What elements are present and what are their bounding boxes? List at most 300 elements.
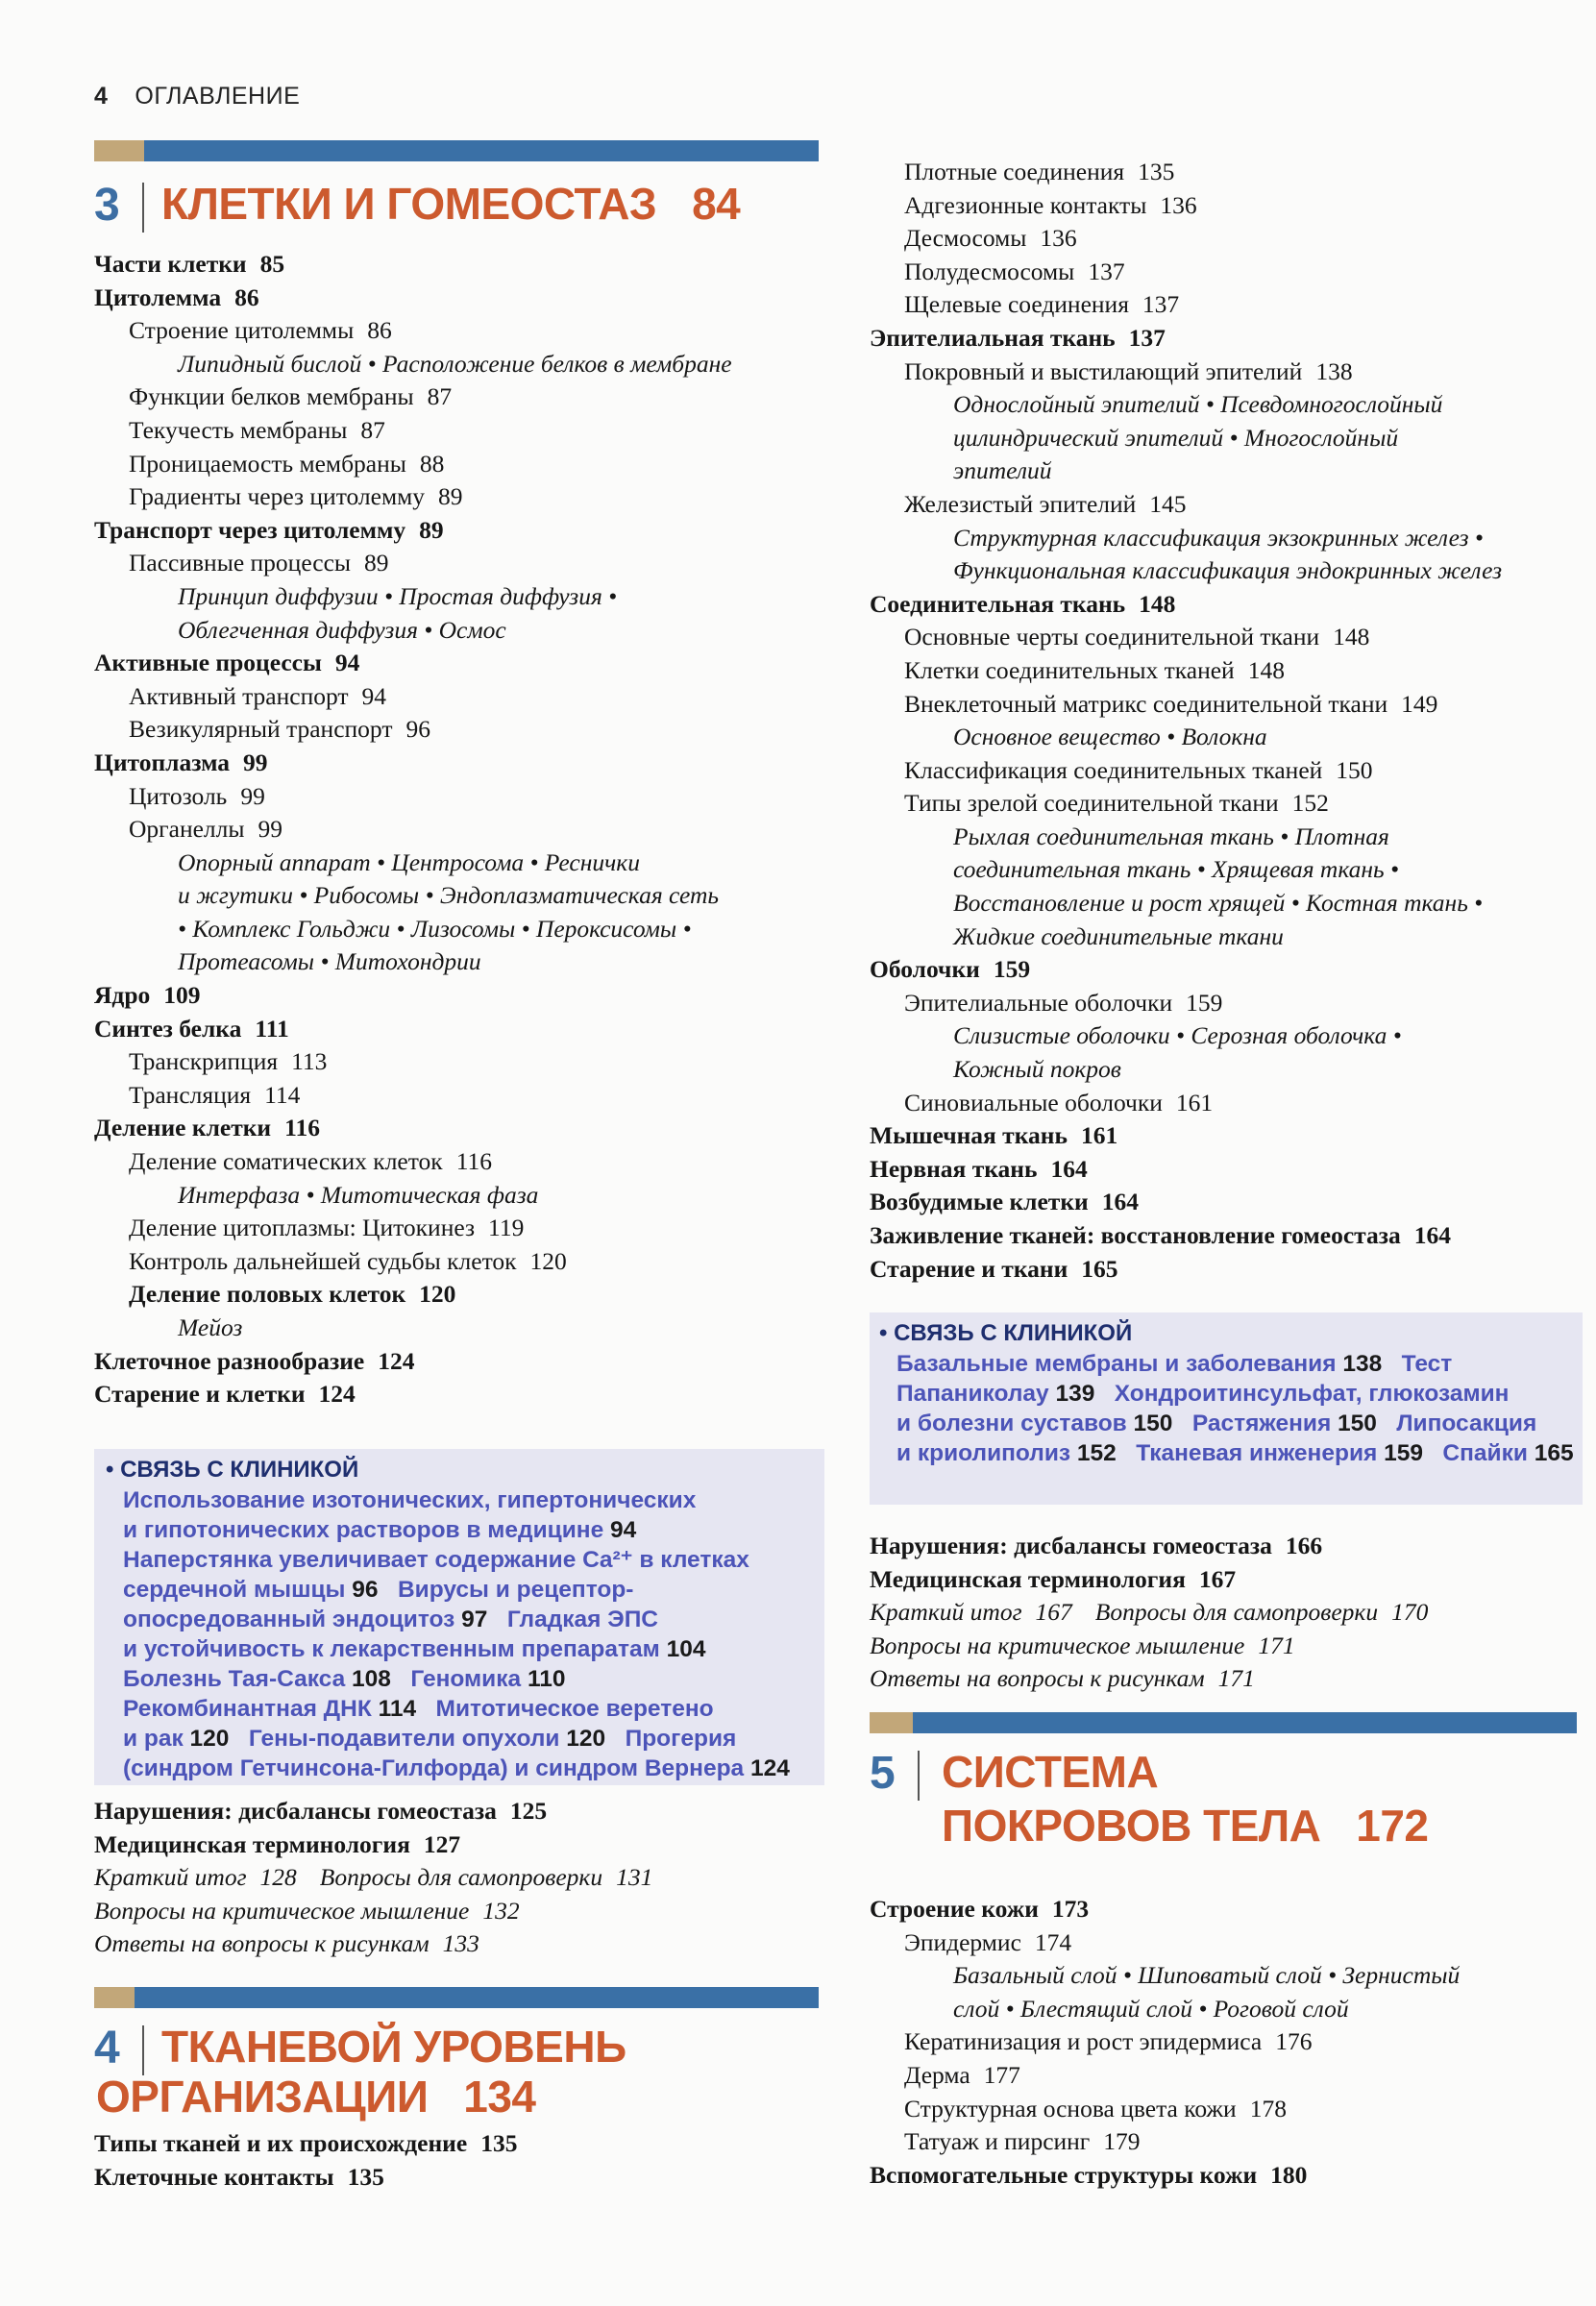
- toc-entry-page: 133: [442, 1929, 479, 1958]
- toc-entry-title: Старение и клетки: [94, 1380, 306, 1409]
- toc-entry: [870, 1926, 1581, 1960]
- clinic-heading: • СВЯЗЬ С КЛИНИКОЙ: [106, 1457, 359, 1483]
- toc-entry-title: Структурная основа цвета кожи: [904, 2094, 1237, 2122]
- clinic-line: [123, 1485, 813, 1515]
- toc-entry-page: 94: [361, 681, 387, 710]
- toc-entry: [94, 879, 844, 913]
- chapter-number: 5: [870, 1748, 896, 1799]
- toc-entry: [94, 846, 844, 880]
- toc-entry-page: 128: [259, 1863, 297, 1892]
- toc-entry-title: Синтез белка: [94, 1014, 242, 1043]
- clinic-topic: Гладкая ЭПС: [487, 1607, 658, 1632]
- clinic-topic: и гипотонических растворов в медицине: [123, 1517, 610, 1543]
- toc-entry-page: 138: [1315, 356, 1353, 385]
- toc-entry-page: 149: [1401, 689, 1438, 718]
- toc-entry-page: 148: [1247, 655, 1285, 684]
- toc-entry: [94, 1112, 844, 1145]
- toc-entry-page: 99: [258, 815, 282, 844]
- toc-entry-title: Десмосомы: [904, 224, 1027, 253]
- toc-entry-title: Деление клетки: [94, 1114, 272, 1142]
- clinic-page: 159: [1384, 1440, 1424, 1466]
- clinic-page: 150: [1338, 1411, 1377, 1436]
- toc-entry: [94, 1378, 844, 1411]
- clinic-page: 139: [1055, 1381, 1095, 1407]
- chapter-title-line2: ПОКРОВОВ ТЕЛА: [942, 1801, 1321, 1851]
- toc-entry-title: Татуаж и пирсинг: [904, 2127, 1091, 2156]
- toc-left-after: [94, 1795, 844, 1961]
- clinic-page: 138: [1342, 1351, 1383, 1377]
- clinic-topic: опосредованный эндоцитоз: [123, 1607, 462, 1632]
- toc-entry-title: Рыхлая соединительная ткань • Плотная: [953, 822, 1389, 850]
- toc-entry-page: 89: [419, 515, 444, 544]
- toc-entry-title: и жгутики • Рибосомы • Эндоплазматическая сеть: [178, 881, 720, 910]
- clinic-line: [123, 1575, 813, 1605]
- toc-entry-page: 159: [993, 955, 1031, 984]
- toc-entry: [870, 1087, 1581, 1120]
- toc-entry: [870, 1993, 1581, 2026]
- toc-entry-title: Пассивные процессы: [129, 549, 352, 577]
- toc-entry: [94, 248, 844, 282]
- toc-entry-title: Активные процессы: [94, 649, 322, 677]
- chapter-number: 3: [94, 180, 120, 231]
- toc-entry-title: Заживление тканей: восстановление гомеостаза: [870, 1221, 1401, 1249]
- toc-entry-title: слой • Блестящий слой • Роговой слой: [953, 1994, 1349, 2023]
- toc-entry-title: Контроль дальнейшей судьбы клеток: [129, 1246, 517, 1275]
- toc-entry-page: 152: [1291, 789, 1329, 818]
- toc-entry-page: 111: [255, 1014, 289, 1043]
- clinic-line: [123, 1605, 813, 1634]
- toc-entry-page: 99: [240, 781, 265, 810]
- toc-entry: [94, 1013, 844, 1046]
- toc-entry-title: Оболочки: [870, 955, 980, 984]
- clinic-topic: Папаниколау: [896, 1381, 1056, 1407]
- toc-entry-title: Интерфаза • Митотическая фаза: [178, 1180, 539, 1209]
- toc-entry-page: 178: [1249, 2094, 1287, 2122]
- toc-entry-page: 148: [1139, 589, 1176, 618]
- toc-entry-title: Соединительная ткань: [870, 589, 1126, 618]
- toc-left-column: [94, 248, 844, 1411]
- toc-entry-page: 127: [423, 1829, 461, 1858]
- toc-entry: [870, 189, 1581, 223]
- toc-entry-page: 96: [405, 715, 430, 744]
- toc-entry: [870, 1630, 1581, 1663]
- toc-entry-page: 116: [284, 1114, 320, 1142]
- toc-entry-page: 180: [1270, 2160, 1308, 2189]
- toc-entry-title: Функциональная классификация эндокринных желез: [953, 556, 1503, 585]
- toc-entry-page: 125: [509, 1797, 548, 1825]
- toc-entry: [94, 1045, 844, 1079]
- toc-entry-title: Вопросы для самопроверки: [319, 1863, 603, 1892]
- toc-entry-page: 87: [427, 382, 453, 411]
- toc-entry: [870, 2125, 1581, 2159]
- toc-right-column: [870, 156, 1581, 1286]
- toc-entry-title: Органеллы: [129, 815, 245, 844]
- clinic-topic: Использование изотонических, гипертонических: [123, 1487, 697, 1513]
- toc-entry: [870, 654, 1581, 688]
- toc-entry-page: 136: [1040, 224, 1077, 253]
- toc-entry: [870, 288, 1581, 322]
- toc-entry-page: 135: [480, 2129, 518, 2157]
- toc-entry: [94, 314, 844, 348]
- toc-entry: [94, 1079, 844, 1113]
- toc-entry-page: 89: [364, 549, 389, 577]
- toc-entry-title: Ядро: [94, 981, 151, 1010]
- toc-entry-title: Цитолемма: [94, 282, 222, 311]
- toc-entry-title: Трансляция: [129, 1080, 252, 1109]
- toc-right-after: [870, 1530, 1581, 1696]
- toc-entry: [94, 1278, 844, 1312]
- clinic-line: [123, 1694, 813, 1724]
- toc-entry: [94, 1861, 844, 1895]
- toc-entry-title: Адгезионные контакты: [904, 190, 1147, 219]
- toc-entry: [94, 414, 844, 448]
- clinic-topic: Геномика: [390, 1666, 528, 1692]
- toc-entry-title: Деление соматических клеток: [129, 1147, 443, 1176]
- toc-entry: [94, 1212, 844, 1245]
- toc-entry-title: Транскрипция: [129, 1047, 279, 1076]
- toc-entry: [94, 1795, 844, 1828]
- toc-entry: [94, 448, 844, 481]
- toc-entry: [94, 713, 844, 747]
- toc-entry-title: Полудесмосомы: [904, 257, 1075, 285]
- toc-entry-title: Части клетки: [94, 250, 247, 278]
- toc-entry: [870, 1563, 1581, 1597]
- toc-entry-page: 135: [1138, 158, 1175, 185]
- chapter-5-bar: [870, 1712, 1577, 1733]
- toc-entry-title: Строение цитолеммы: [129, 316, 355, 345]
- toc-entry-title: Медицинская терминология: [870, 1564, 1186, 1593]
- toc-entry-title: Эпидермис: [904, 1927, 1021, 1956]
- toc-entry-page: 136: [1160, 190, 1197, 219]
- toc-entry-title: Цитоплазма: [94, 748, 231, 776]
- toc-entry-page: 167: [1035, 1598, 1072, 1627]
- toc-entry: [870, 1119, 1581, 1153]
- toc-entry: [870, 920, 1581, 954]
- toc-entry-page: 113: [291, 1047, 328, 1076]
- toc-entry: [94, 514, 844, 548]
- chapter-title-line2: ОРГАНИЗАЦИИ: [96, 2072, 429, 2122]
- toc-entry-page: 119: [488, 1214, 525, 1242]
- toc-entry-page: 137: [1128, 323, 1166, 352]
- toc-entry: [870, 388, 1581, 422]
- toc-entry-title: Деление половых клеток: [129, 1280, 406, 1309]
- toc-entry-title: Структурная классификация экзокринных желез •: [953, 523, 1484, 552]
- clinic-page: 108: [352, 1666, 391, 1692]
- toc-entry-title: Липидный бислой • Расположение белков в мембране: [178, 349, 732, 378]
- toc-entry: [94, 945, 844, 979]
- toc-entry-title: Дерма: [904, 2060, 970, 2089]
- toc-entry-page: 150: [1336, 755, 1373, 784]
- toc-entry-page: 137: [1088, 257, 1125, 285]
- toc-entry-page: 135: [347, 2162, 384, 2191]
- clinic-page: 110: [527, 1666, 566, 1692]
- clinic-topic: и рак: [123, 1726, 190, 1752]
- toc-entry: [870, 1053, 1581, 1087]
- toc-entry: [870, 454, 1581, 488]
- toc-entry-title: Клеточное разнообразие: [94, 1346, 365, 1375]
- toc-entry: [94, 780, 844, 814]
- toc-entry: [94, 1927, 844, 1961]
- toc-entry-page: 145: [1149, 489, 1187, 518]
- toc-entry-page: 166: [1285, 1532, 1323, 1559]
- toc-entry-title: Принцип диффузии • Простая диффузия •: [178, 581, 618, 610]
- toc-entry-page: 176: [1275, 2027, 1313, 2056]
- toc-entry-page: 131: [616, 1863, 653, 1892]
- clinic-line: [123, 1515, 813, 1545]
- toc-entry-page: 116: [455, 1147, 492, 1176]
- toc-entry-title: цилиндрический эпителий • Многослойный: [953, 423, 1399, 452]
- toc-entry: [94, 547, 844, 580]
- toc-entry-title: Нервная ткань: [870, 1154, 1038, 1183]
- chapter-3-bar: [94, 140, 819, 161]
- toc-entry-title: Железистый эпителий: [904, 489, 1137, 518]
- toc-entry-title: Клетки соединительных тканей: [904, 655, 1235, 684]
- toc-entry-page: 120: [529, 1246, 567, 1275]
- toc-entry-title: Мейоз: [178, 1313, 243, 1341]
- toc-entry: [870, 621, 1581, 654]
- clinic-page: 152: [1076, 1440, 1117, 1466]
- toc-entry: [870, 554, 1581, 588]
- toc-entry: [870, 2093, 1581, 2126]
- toc-entry-page: 170: [1391, 1598, 1429, 1627]
- toc-entry: [94, 1312, 844, 1345]
- clinic-topic: Хондроитинсульфат, глюкозамин: [1094, 1381, 1510, 1407]
- toc-entry: [870, 156, 1581, 189]
- toc-entry-title: Нарушения: дисбалансы гомеостаза: [870, 1532, 1272, 1559]
- clinic-line: [123, 1634, 813, 1664]
- toc-entry-title: • Комплекс Гольджи • Лизосомы • Пероксисомы •: [178, 914, 692, 943]
- toc-entry-title: Цитозоль: [129, 781, 228, 810]
- toc-entry-page: 86: [367, 316, 392, 345]
- toc-entry-page: 89: [438, 482, 463, 511]
- toc-entry: [870, 1219, 1581, 1253]
- toc-entry: [870, 2159, 1581, 2193]
- toc-entry-page: 173: [1051, 1895, 1090, 1923]
- toc-entry-title: Проницаемость мембраны: [129, 449, 406, 478]
- toc-entry-title: Облегченная диффузия • Осмос: [178, 615, 506, 644]
- clinic-heading: • СВЯЗЬ С КЛИНИКОЙ: [879, 1320, 1133, 1346]
- toc-entry: [870, 1662, 1581, 1696]
- toc-entry: [94, 2127, 844, 2161]
- toc-entry-page: 159: [1186, 988, 1223, 1017]
- toc-entry-title: Плотные соединения: [904, 158, 1125, 185]
- clinic-line: [123, 1754, 813, 1783]
- clinic-topic: сердечной мышцы: [123, 1577, 353, 1603]
- toc-entry: [94, 480, 844, 514]
- toc-entry-page: 171: [1217, 1664, 1255, 1693]
- toc-entry-title: Клеточные контакты: [94, 2162, 334, 2191]
- clinic-page: 97: [461, 1607, 488, 1632]
- clinic-line: [896, 1438, 1573, 1468]
- toc-entry: [870, 853, 1581, 887]
- clinic-topic: Вирусы и рецептор-: [378, 1577, 634, 1603]
- toc-entry-page: 148: [1333, 623, 1370, 651]
- toc-entry-title: Типы зрелой соединительной ткани: [904, 789, 1279, 818]
- toc-entry: [94, 380, 844, 414]
- toc-entry-title: Типы тканей и их происхождение: [94, 2129, 468, 2157]
- toc-entry-page: 132: [482, 1896, 520, 1925]
- toc-entry-title: Основное вещество • Волокна: [953, 723, 1267, 751]
- toc-right-ch5: [870, 1893, 1581, 2192]
- toc-entry-page: 124: [378, 1346, 415, 1375]
- clinic-line: [123, 1664, 813, 1694]
- page-number: 4: [94, 83, 109, 110]
- toc-entry-title: Внеклеточный матрикс соединительной ткани: [904, 689, 1388, 718]
- toc-entry-title: Транспорт через цитолемму: [94, 515, 406, 544]
- toc-entry: [870, 1596, 1581, 1630]
- toc-entry-title: Возбудимые клетки: [870, 1188, 1089, 1216]
- toc-entry: [870, 1530, 1581, 1563]
- toc-entry: [870, 488, 1581, 522]
- clinic-topic: Растяжения: [1172, 1411, 1338, 1436]
- toc-entry-page: 164: [1050, 1154, 1088, 1183]
- toc-entry: [94, 614, 844, 648]
- clinic-line: [123, 1545, 813, 1575]
- chapter-page: 84: [692, 179, 741, 229]
- toc-entry: [870, 356, 1581, 389]
- toc-entry-page: 86: [234, 282, 259, 311]
- clinic-line: [896, 1409, 1573, 1438]
- clinic-topic: Прогерия: [605, 1726, 737, 1752]
- toc-entry-title: Восстановление и рост хрящей • Костная ткань •: [953, 889, 1484, 918]
- toc-entry: [870, 721, 1581, 754]
- toc-entry-page: 171: [1258, 1631, 1295, 1659]
- toc-entry: [94, 1345, 844, 1379]
- toc-entry-title: Классификация соединительных тканей: [904, 755, 1323, 784]
- toc-entry: [870, 1959, 1581, 1993]
- toc-entry: [870, 1019, 1581, 1053]
- toc-entry: [94, 680, 844, 714]
- toc-entry: [870, 522, 1581, 555]
- toc-entry-page: 177: [983, 2060, 1020, 2089]
- clinic-box-ch4: [870, 1312, 1583, 1505]
- clinic-page: 165: [1534, 1440, 1574, 1466]
- toc-entry: [94, 2161, 844, 2195]
- clinic-topic: Спайки: [1423, 1440, 1535, 1466]
- toc-entry: [94, 348, 844, 381]
- toc-entry: [870, 222, 1581, 256]
- toc-entry-page: 174: [1034, 1927, 1072, 1956]
- toc-entry-page: 164: [1413, 1221, 1451, 1249]
- toc-entry-title: Кожный покров: [953, 1055, 1121, 1084]
- toc-entry-title: Градиенты через цитолемму: [129, 482, 425, 511]
- toc-entry-title: Эпителиальные оболочки: [904, 988, 1173, 1017]
- toc-entry-page: 164: [1101, 1188, 1139, 1216]
- toc-entry: [870, 422, 1581, 455]
- toc-entry-page: 120: [419, 1280, 456, 1309]
- running-title: ОГЛАВЛЕНИЕ: [135, 83, 301, 110]
- toc-entry-title: Опорный аппарат • Центросома • Реснички: [178, 847, 640, 876]
- clinic-page: 96: [352, 1577, 379, 1603]
- toc-entry: [870, 1153, 1581, 1187]
- toc-entry-title: эпителий: [953, 456, 1052, 485]
- toc-entry-title: Эпителиальная ткань: [870, 323, 1116, 352]
- toc-entry: [870, 1253, 1581, 1287]
- toc-entry-title: Медицинская терминология: [94, 1829, 410, 1858]
- toc-entry-title: Старение и ткани: [870, 1254, 1068, 1283]
- toc-entry: [94, 580, 844, 614]
- clinic-line: [123, 1724, 813, 1754]
- toc-entry-title: Вопросы на критическое мышление: [94, 1896, 470, 1925]
- running-header: [94, 83, 300, 110]
- clinic-box-ch3: [94, 1449, 824, 1785]
- toc-entry-page: 85: [259, 250, 285, 278]
- toc-entry-title: Кератинизация и рост эпидермиса: [904, 2027, 1263, 2056]
- toc-entry-title: Активный транспорт: [129, 681, 349, 710]
- toc-entry-page: 161: [1080, 1121, 1118, 1150]
- clinic-page: 120: [566, 1726, 606, 1752]
- toc-entry-title: Деление цитоплазмы: Цитокинез: [129, 1214, 476, 1242]
- toc-entry: [870, 754, 1581, 788]
- toc-entry-page: 165: [1081, 1254, 1118, 1283]
- toc-entry-title: Однослойный эпителий • Псевдомногослойный: [953, 390, 1443, 419]
- toc-entry-page: 94: [334, 649, 360, 677]
- toc-entry-page: 109: [163, 981, 201, 1010]
- clinic-topic: Рекомбинантная ДНК: [123, 1696, 379, 1722]
- toc-entry: [870, 787, 1581, 821]
- clinic-topic: Тканевая инженерия: [1116, 1440, 1385, 1466]
- toc-entry-page: 167: [1198, 1564, 1237, 1593]
- toc-entry: [870, 987, 1581, 1020]
- toc-entry-title: Вопросы на критическое мышление: [870, 1631, 1245, 1659]
- chapter-title: КЛЕТКИ И ГОМЕОСТАЗ: [161, 179, 657, 229]
- toc-entry: [870, 1893, 1581, 1926]
- toc-entry: [870, 887, 1581, 920]
- toc-left-ch4: [94, 2127, 844, 2194]
- toc-entry: [94, 1828, 844, 1862]
- toc-entry-title: Везикулярный транспорт: [129, 715, 393, 744]
- toc-entry-title: Ответы на вопросы к рисункам: [94, 1929, 430, 1958]
- toc-entry-page: 87: [360, 415, 385, 444]
- toc-entry: [870, 2059, 1581, 2093]
- clinic-topic: Гены-подавители опухоли: [229, 1726, 567, 1752]
- chapter-page: 172: [1356, 1801, 1429, 1851]
- toc-entry-title: Протеасомы • Митохондрии: [178, 947, 481, 976]
- toc-entry: [870, 1186, 1581, 1219]
- toc-entry-title: Нарушения: дисбалансы гомеостаза: [94, 1797, 497, 1825]
- clinic-page: 150: [1133, 1411, 1173, 1436]
- chapter-title-line1: СИСТЕМА: [942, 1747, 1159, 1797]
- toc-entry-title: Функции белков мембраны: [129, 382, 414, 411]
- toc-entry-title: Синовиальные оболочки: [904, 1088, 1163, 1116]
- toc-entry-title: Вспомогательные структуры кожи: [870, 2160, 1258, 2189]
- clinic-page: 94: [610, 1517, 637, 1543]
- toc-entry: [870, 2025, 1581, 2059]
- toc-entry: [870, 953, 1581, 987]
- toc-entry-page: 137: [1142, 290, 1180, 319]
- chapter-4-bar: [94, 1987, 819, 2008]
- chapter-number: 4: [94, 2023, 120, 2073]
- toc-entry-title: Основные черты соединительной ткани: [904, 623, 1320, 651]
- toc-entry: [94, 813, 844, 846]
- clinic-topic: Болезнь Тая-Сакса: [123, 1666, 353, 1692]
- clinic-page: 124: [749, 1755, 790, 1781]
- clinic-topic: Базальные мембраны и заболевания: [896, 1351, 1343, 1377]
- toc-entry-page: 124: [318, 1380, 356, 1409]
- clinic-page: 120: [189, 1726, 230, 1752]
- clinic-topic: Липосакция: [1376, 1411, 1537, 1436]
- toc-entry: [94, 1895, 844, 1928]
- toc-entry-title: Жидкие соединительные ткани: [953, 921, 1284, 950]
- toc-entry-title: Покровный и выстилающий эпителий: [904, 356, 1303, 385]
- toc-entry: [94, 647, 844, 680]
- clinic-topic: Тест: [1382, 1351, 1453, 1377]
- toc-entry: [94, 282, 844, 315]
- toc-entry-title: Щелевые соединения: [904, 290, 1129, 319]
- toc-entry: [94, 1179, 844, 1213]
- toc-entry-title: соединительная ткань • Хрящевая ткань •: [953, 855, 1399, 884]
- toc-entry-title: Краткий итог: [94, 1863, 247, 1892]
